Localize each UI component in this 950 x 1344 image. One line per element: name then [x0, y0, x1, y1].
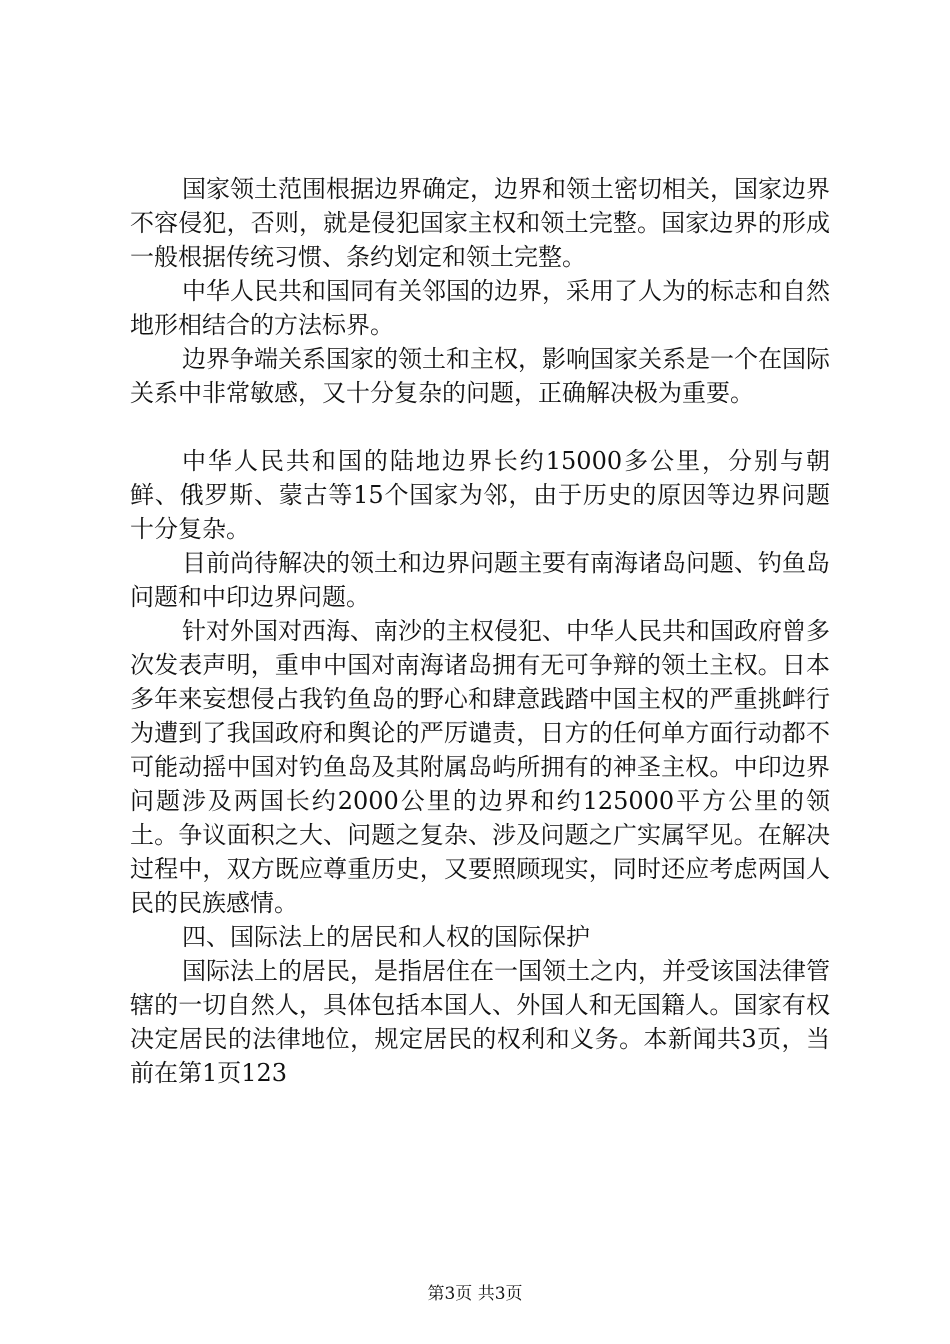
paragraph-border-definition: 国家领土范围根据边界确定，边界和领土密切相关，国家边界不容侵犯，否则，就是侵犯国家主权和领土完整。国家边界的形成一般根据传统习惯、条约划定和领土完整。 [130, 175, 830, 271]
paragraph-land-border-length: 中华人民共和国的陆地边界长约15000多公里，分别与朝鲜、俄罗斯、蒙古等15个国家为邻，由于历史的原因等边界问题十分复杂。 [130, 447, 830, 543]
page-footer: 第3页 共3页 [427, 1284, 523, 1304]
paragraph-pending-issues: 目前尚待解决的领土和边界问题主要有南海诸岛问题、钓鱼岛问题和中印边界问题。 [130, 549, 830, 611]
paragraph-spacer [130, 410, 830, 444]
paragraph-residents-definition: 国际法上的居民，是指居住在一国领土之内，并受该国法律管辖的一切自然人，具体包括本国人、外国人和无国籍人。国家有权决定居民的法律地位，规定居民的权利和义务。本新闻共3页，当前在第1页123 [130, 957, 830, 1087]
section-heading-residents: 四、国际法上的居民和人权的国际保护 [182, 923, 590, 951]
paragraph-sovereignty-statements: 针对外国对西海、南沙的主权侵犯、中华人民共和国政府曾多次发表声明，重申中国对南海诸岛拥有无可争辩的领土主权。日本多年来妄想侵占我钓鱼岛的野心和肆意践踏中国主权的严重挑衅行为遭到了我国政府和舆论的严厉谴责，日方的任何单方面行动都不可能动摇中国对钓鱼岛及其附属岛屿所拥有的神圣主权。中印边界问题涉及两国长约2000公里的边界和约125000平方公里的领土。争议面积之大、问题之复杂、涉及问题之广实属罕见。在解决过程中，双方既应尊重历史，又要照顾现实，同时还应考虑两国人民的民族感情。 [130, 617, 830, 917]
body-text [130, 172, 830, 1090]
paragraph-border-disputes: 边界争端关系国家的领土和主权，影响国家关系是一个在国际关系中非常敏感，又十分复杂的问题，正确解决极为重要。 [130, 345, 830, 407]
paragraph-boundary-marking: 中华人民共和国同有关邻国的边界，采用了人为的标志和自然地形相结合的方法标界。 [130, 277, 830, 339]
